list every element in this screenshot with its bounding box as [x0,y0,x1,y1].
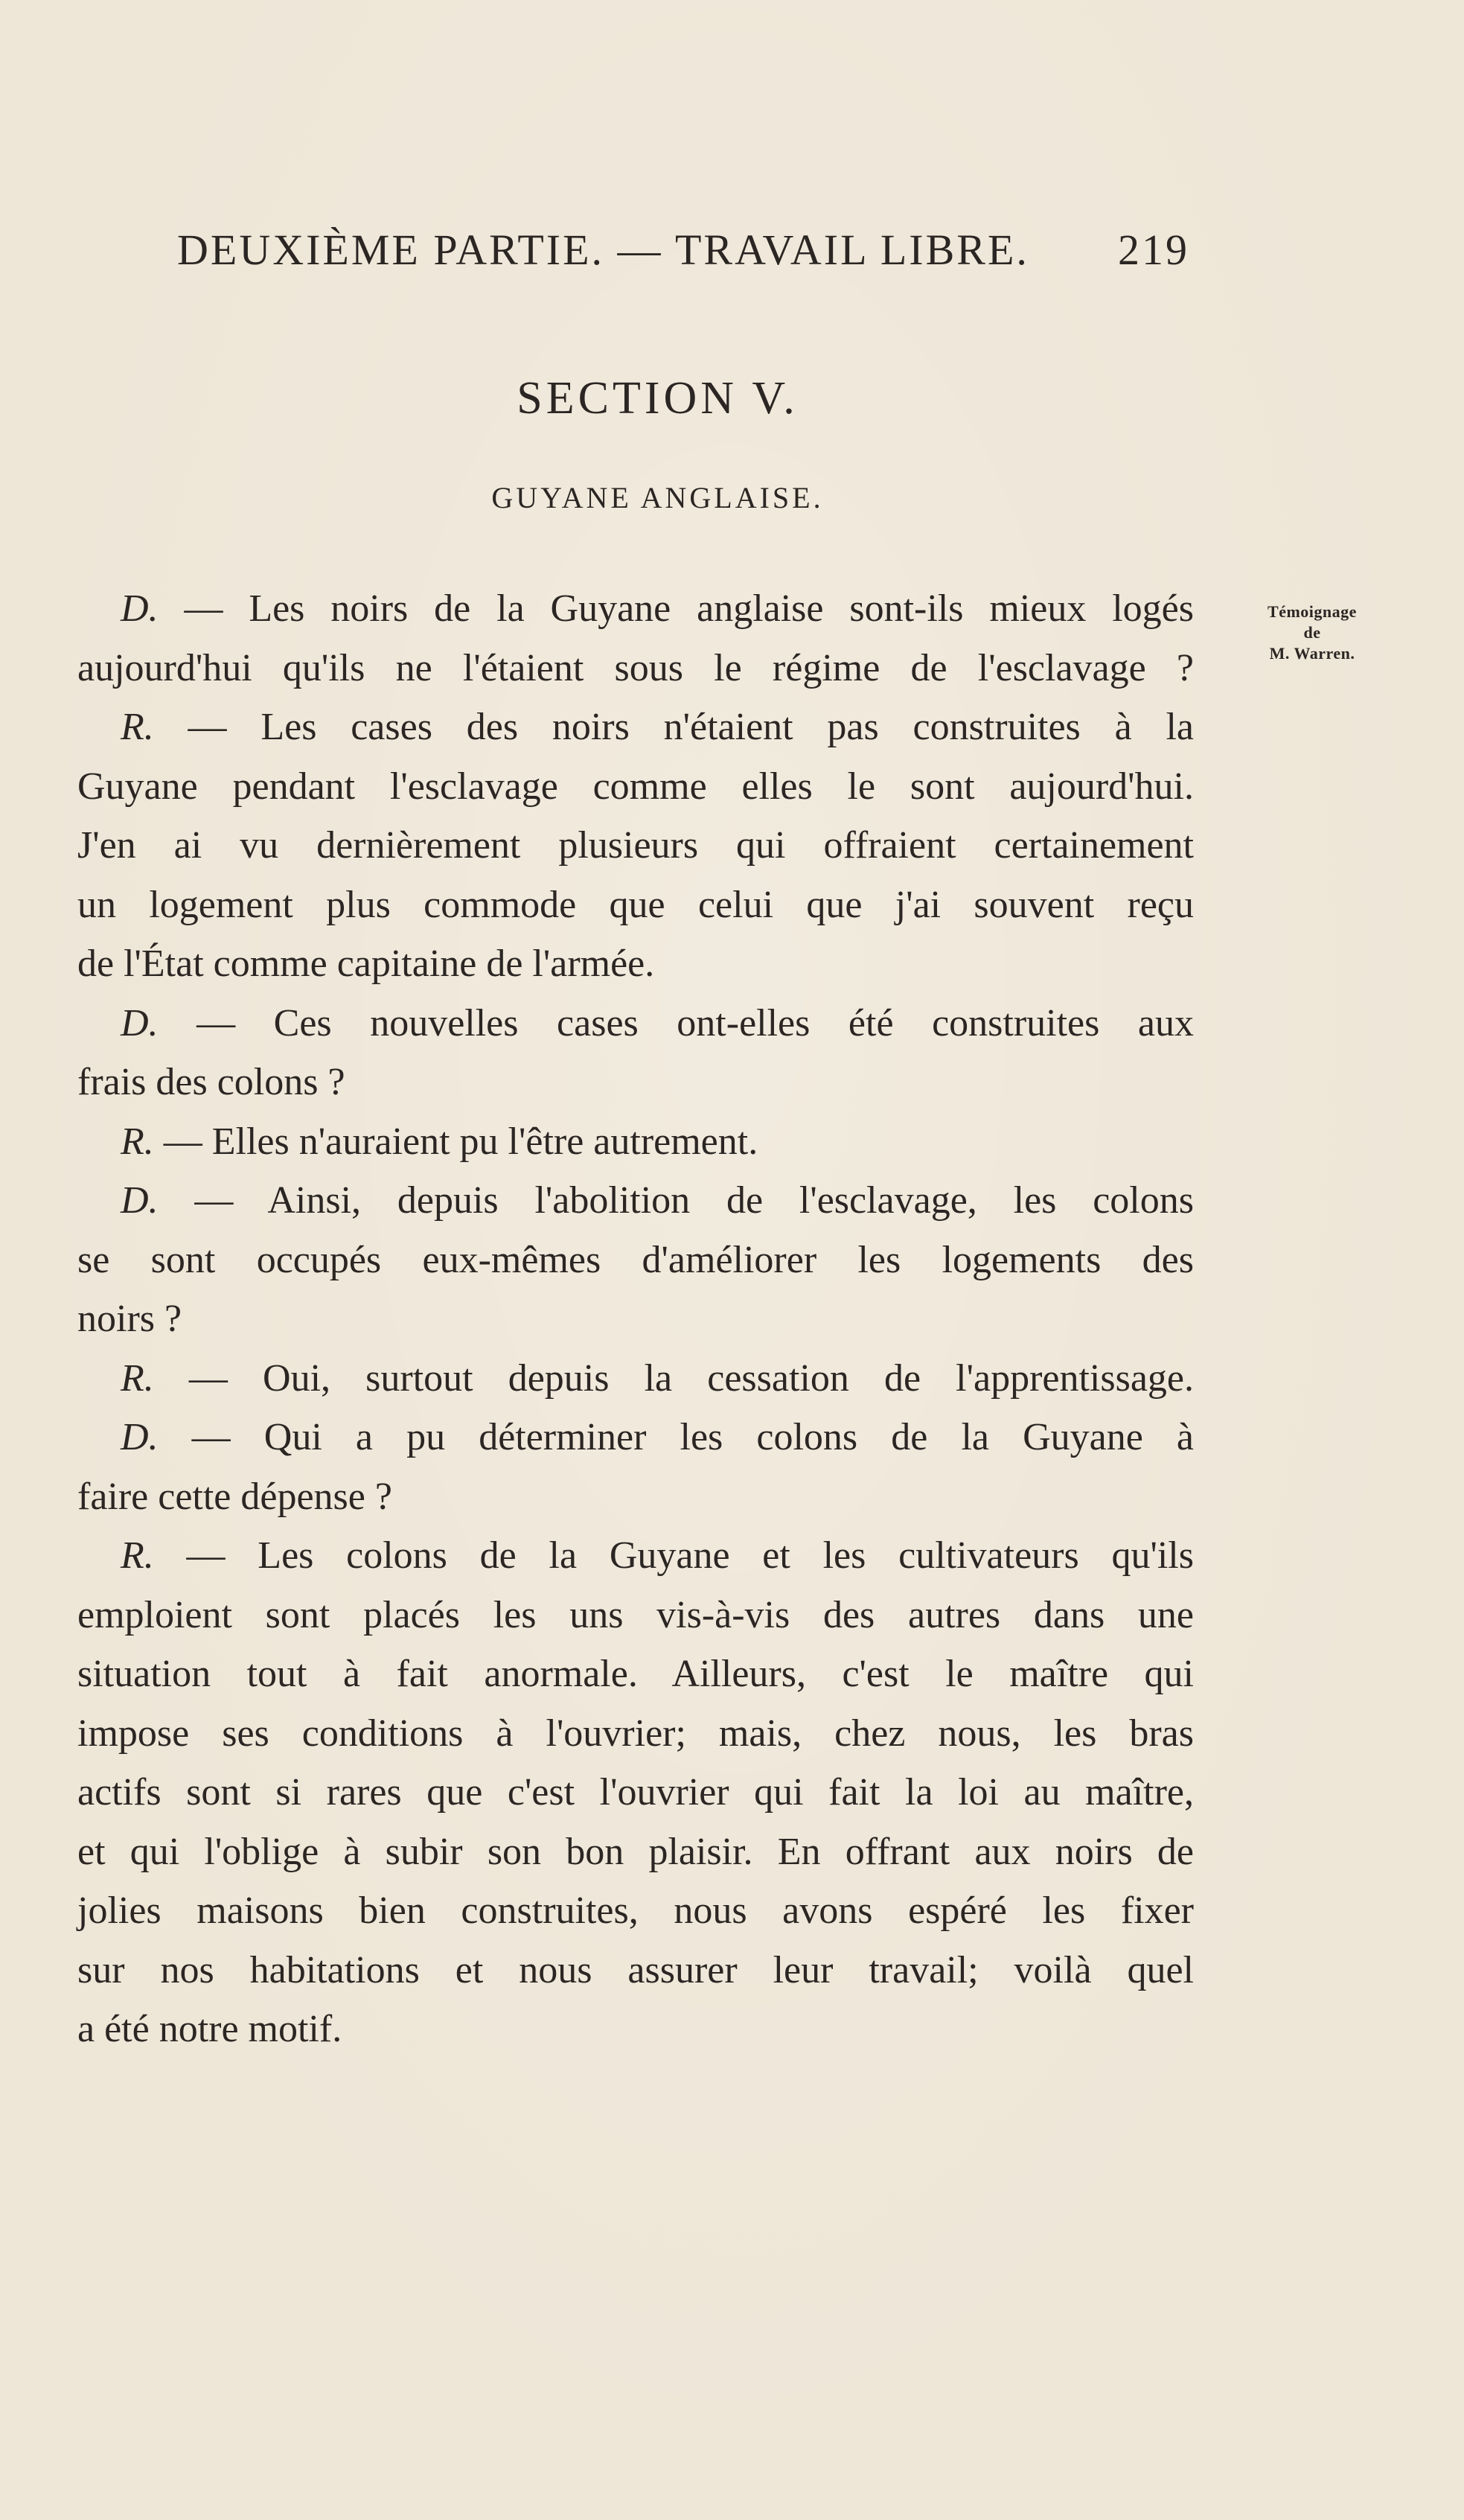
text-line [77,1408,1194,1467]
line-text: — Les cases des noirs n'étaient pas construites à la [153,706,1194,748]
speaker-marker: R. [121,1534,154,1577]
line-text: aujourd'hui qu'ils ne l'étaient sous le régime de l'esclavage ? [77,646,1194,689]
speaker-marker: D. [121,1179,159,1222]
text-line [77,816,1194,875]
running-head-title: DEUXIÈME PARTIE. — TRAVAIL LIBRE. [177,226,1029,274]
line-text: et qui l'oblige à subir son bon plaisir. En offrant aux noirs de [77,1830,1194,1873]
text-line [77,1822,1194,1882]
body-text [77,579,1194,2059]
text-line [77,1941,1194,2000]
section-subtitle: GUYANE ANGLAISE. [491,481,824,514]
line-text: — Ainsi, depuis l'abolition de l'esclavage, les colons [158,1179,1194,1222]
line-text: — Elles n'auraient pu l'être autrement. [153,1120,758,1163]
text-line [77,1171,1194,1231]
line-text: actifs sont si rares que c'est l'ouvrier qui fait la loi au maître, [77,1771,1194,1814]
text-line [77,1586,1194,1645]
section-title: SECTION V. [517,373,799,424]
speaker-marker: R. [121,1356,154,1400]
line-text: frais des colons ? [77,1061,345,1103]
text-line [77,1231,1194,1290]
text-line [77,1704,1194,1764]
text-line [77,1763,1194,1822]
text-line [77,1526,1194,1586]
text-line [77,2000,1194,2059]
speaker-marker: R. [121,706,154,748]
text-line [77,875,1194,935]
margin-note-line: de [1303,623,1321,642]
text-line [77,1645,1194,1704]
text-line [77,1467,1194,1527]
page-number: 219 [1118,226,1189,274]
speaker-marker: D. [121,1416,159,1458]
line-text: — Ces nouvelles cases ont-elles été construites aux [158,1001,1194,1044]
line-text: — Oui, surtout depuis la cessation de l'apprentissage. [153,1356,1194,1400]
text-line [77,579,1194,639]
text-line [77,698,1194,757]
speaker-marker: D. [121,1001,159,1044]
line-text: — Qui a pu déterminer les colons de la Guyane à [158,1416,1194,1458]
speaker-marker: R. [121,1120,154,1163]
text-line [77,1289,1194,1349]
margin-note [1241,602,1383,664]
text-line [77,934,1194,994]
line-text: jolies maisons bien construites, nous avons espéré les fixer [77,1889,1194,1932]
text-line [77,1881,1194,1941]
line-text: impose ses conditions à l'ouvrier; mais, chez nous, les bras [77,1712,1194,1755]
line-text: Guyane pendant l'esclavage comme elles le sont aujourd'hui. [77,765,1194,808]
line-text: faire cette dépense ? [77,1475,392,1518]
line-text: — Les noirs de la Guyane anglaise sont-ils mieux logés [158,587,1194,630]
line-text: noirs ? [77,1298,182,1340]
line-text: un logement plus commode que celui que j'ai souvent reçu [77,883,1194,926]
running-head [177,225,1189,275]
line-text: a été notre motif. [77,2008,342,2050]
text-line [77,1349,1194,1409]
line-text: — Les colons de la Guyane et les cultivateurs qu'ils [153,1534,1194,1577]
line-text: emploient sont placés les uns vis-à-vis des autres dans une [77,1593,1194,1636]
line-text: de l'État comme capitaine de l'armée. [77,942,655,985]
text-line [77,1112,1194,1172]
line-text: sur nos habitations et nous assurer leur travail; voilà quel [77,1948,1194,1991]
speaker-marker: D. [121,587,159,630]
line-text: situation tout à fait anormale. Ailleurs, c'est le maître qui [77,1653,1194,1695]
margin-note-line: M. Warren. [1269,644,1355,663]
text-line [77,994,1194,1053]
line-text: J'en ai vu dernièrement plusieurs qui offraient certainement [77,824,1194,867]
text-line [77,1053,1194,1112]
text-line [77,757,1194,817]
line-text: se sont occupés eux-mêmes d'améliorer les logements des [77,1238,1194,1281]
margin-note-line: Témoignage [1268,602,1357,621]
text-line [77,639,1194,698]
